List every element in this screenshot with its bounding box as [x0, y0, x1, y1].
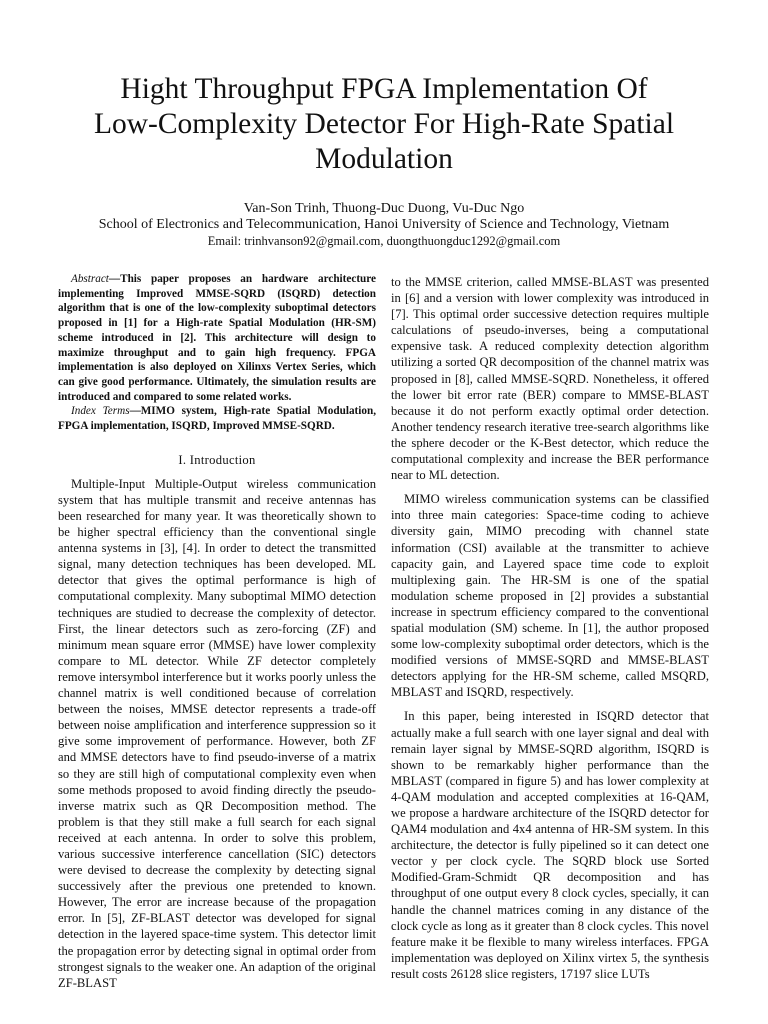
paper-title [40, 72, 728, 177]
body-paragraph: In this paper, being interested in ISQRD detector that actually make a full search with one layer signal and deal with remain layer signal by MMSE-SQRD algorithm, ISQRD is shown to be remarkably higher performance than the MBLAST (compared in figure 5) and has lower complexity at 4-QAM modulation and accepted complexities at 16-QAM, we propose a hardware architecture of the ISQRD detector for QAM4 modulation and 4x4 antenna of HR-SM system. In this architecture, the detector is fully pipelined so it can detect one vector y per clock cycle. The SQRD block use Sorted Modified-Gram-Schmidt QR decomposition and has throughput of one output every 8 clock cycles, specially, it can handle the channel matrices coming in any distance of the clock cycle as long as it greater than 8 clock cycles. This novel feature make it be flexible to many wireless interfaces. FPGA implementation was deployed on Xilinx virtex 5, the synthesis result costs 26128 slice registers, 17197 slice LUTs [391, 709, 709, 981]
title-line: Modulation [315, 143, 453, 175]
right-column [391, 274, 709, 982]
author-list: Van-Son Trinh, Thuong-Duc Duong, Vu-Duc Ngo [243, 201, 525, 216]
index-terms-text: —MIMO system, High-rate Spatial Modulation, FPGA implementation, ISQRD, Improved MMSE-SQRD. [58, 405, 376, 433]
affiliation: School of Electronics and Telecommunication, Hanoi University of Science and Technology, Vietnam [98, 217, 670, 232]
title-line: Hight Throughput FPGA Implementation Of [120, 73, 648, 105]
left-column [58, 272, 376, 991]
abstract-label: Abstract [71, 273, 109, 285]
body-paragraph: to the MMSE criterion, called MMSE-BLAST was presented in [6] and a version with lower complexity was introduced in [7]. This optimal order successive detection requires multiple calculations of pseudo-inverses, being a computational expensive task. A reduced complexity detection algorithm utilizing a sorted QR decomposition of the channel matrix was proposed in [8], called MMSE-SQRD. Nonetheless, it offered the lower bit error rate (BER) compare to MMSE-BLAST because it do not perform exactly optimal order detection. Another tendency research iterative tree-search algorithms like the sphere decoder or the K-Best detector, which reduce the computational complexity and increase the BER performance near to ML detection. [391, 275, 709, 483]
index-terms-label: Index Terms [71, 405, 130, 418]
abstract [58, 272, 376, 404]
email-line: Email: trinhvanson92@gmail.com, duongthuongduc1292@gmail.com [207, 234, 561, 248]
body-paragraph: Multiple-Input Multiple-Output wireless communication system that has multiple transmit and receive antennas has been researched for many year. It was theoretically shown to be higher spectral efficiency than the conventional single antenna systems in [3], [4]. In order to detect the transmitted signal, many detection techniques has been developed. ML detector that gives the optimal performance is high of computational complexity. Many suboptimal MIMO detection techniques are studied to decrease the complexity of detector. First, the linear detectors such as zero-forcing (ZF) and minimum mean square error (MMSE) have lower complexity compare to ML detector. While ZF detector completely remove intersymbol interference but it works poorly unless the channel matrix is well conditioned because of correlation between the noises, MMSE detector represents a trade-off between noise amplification and interference suppression so it give some improvement of performance. However, both ZF and MMSE detectors have to find pseudo-inverse of a matrix so they are still high of computational complexity even when some methods proposed to avoid finding directly the pseudo-inverse matrix such as QR Decomposition method. The problem is that they still make a full search for each signal received at each antenna. In order to solve this problem, various successive interference cancellation (SIC) detectors were devised to decrease the complexity by detecting signal successively after the previous one pretended to known. However, The error are increase because of the propagation error. In [5], ZF-BLAST detector was developed for signal detection in the layered space-time system. This detector limit the propagation error by detecting signal in optimal order from strongest signals to the weaker one. An adaption of the original ZF-BLAST [58, 476, 376, 990]
body-paragraph: MIMO wireless communication systems can be classified into three main categories: Space-time coding to achieve diversity gain, MIMO precoding with channel state information (CSI) available at the transmitter to achieve capacity gain, and Layered space time code to exploit multiplexing gain. The HR-SM is one of the spatial modulation scheme proposed in [2] provides a substantial increase in spectrum efficiency compared to the conventional spatial modulation (SM) scheme. In [1], the author proposed some low-complexity suboptimal order detectors, which is the modified versions of MMSE-SQRD and MMSE-BLAST detectors applying for the HR-SM scheme, called MSQRD, MBLAST and ISQRD, respectively. [391, 492, 709, 700]
index-terms [58, 404, 376, 433]
title-line: Low-Complexity Detector For High-Rate Spatial [93, 108, 675, 140]
section-heading-introduction: I. Introduction [178, 452, 256, 467]
abstract-text: —This paper proposes an hardware architecture implementing Improved MMSE-SQRD (ISQRD) detection algorithm that is one of the low-complexity suboptimal detectors proposed in [1] for a High-rate Spatial Modulation (HR-SM) scheme introduced in [2]. This architecture will design to maximize throughput and to gain high frequency. FPGA implementation is also deployed on Xilinxs Vertex Series, which can give good performance. Ultimately, the simulation results are introduced and compared to some related works. [58, 273, 376, 403]
